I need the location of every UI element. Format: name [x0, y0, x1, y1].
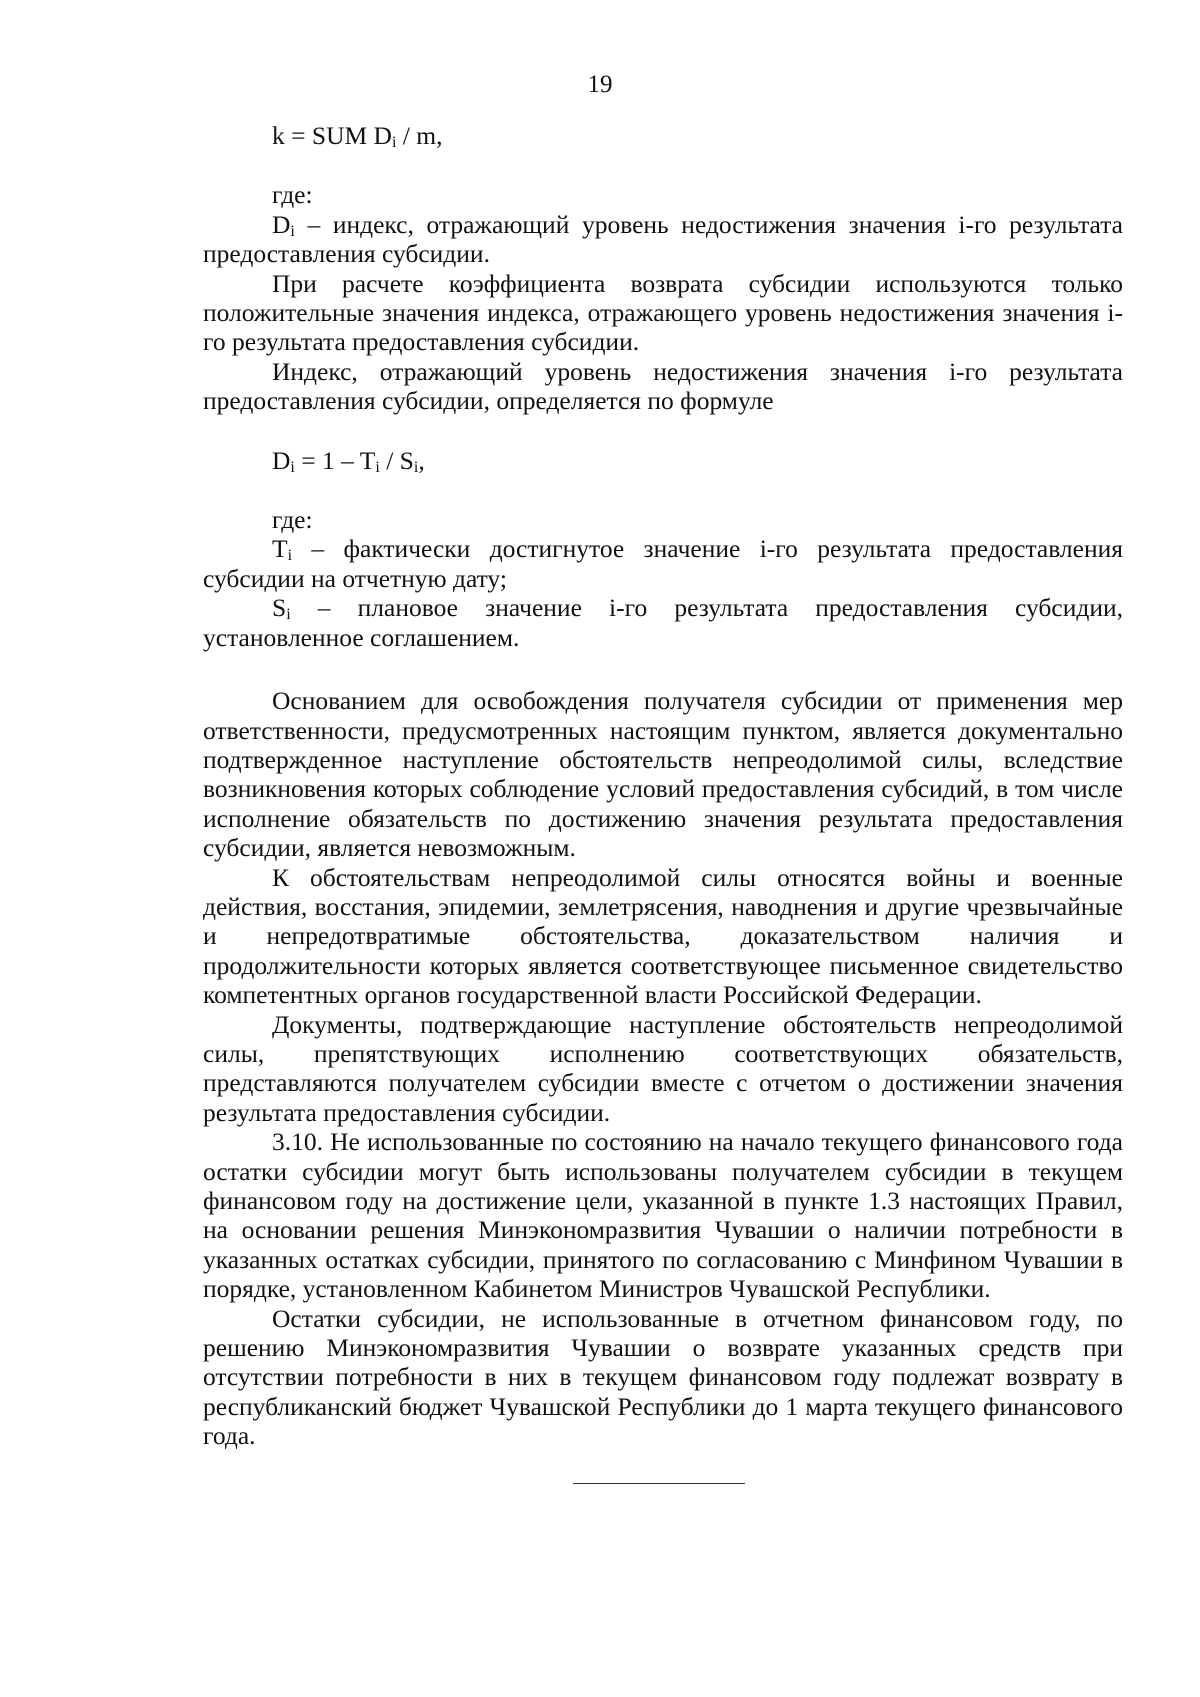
where-label-1: где: [272, 180, 313, 210]
spacer [203, 475, 1123, 505]
spacer [203, 416, 1123, 446]
document-body [203, 121, 1123, 1451]
paragraph-3-10: 3.10. Не использованные по состоянию на начало текущего финансового года остатки субсидии могут быть использованы получателем субсидии в текущем финансовом году на достижение цели, указанной в пункте 1.3 настоящих Правил, на основании решения Минэкономразвития Чувашии о наличии потребности в указанных остатках субсидии, принятого по согласованию с Минфином Чувашии в порядке, установленном Кабинетом Министров Чувашской Республики. [203, 1127, 1123, 1304]
paragraph-force-majeure-list: К обстоятельствам непреодолимой силы относятся войны и военные действия, восстания, эпидемии, землетрясения, наводнения и другие чрезвычайные и непредотвратимые обстоятельства, доказательством наличия и продолжительности которых является соответствующее письменное свидетельство компетентных органов государственной власти Российской Федерации. [203, 862, 1123, 1010]
paragraph-positive-values: При расчете коэффициента возврата субсидии используются только положительные значения индекса, отражающего уровень недостижения значения i-го результата предоставления субсидии. [203, 268, 1123, 357]
formula-k: k = SUM $D_i$ / m, [272, 121, 443, 151]
definition-s: $S_i$ – плановое значение i-го результата предоставления субсидии, установленное соглашением. [203, 593, 1123, 652]
page-number: 19 [587, 71, 613, 98]
paragraph-force-majeure-basis: Основанием для освобождения получателя субсидии от применения мер ответственности, предусмотренных настоящим пунктом, является документально подтвержденное наступление обстоятельств непреодолимой силы, вследствие возникновения которых соблюдение условий предоставления субсидий, в том числе исполнение обязательств по достижению значения результата предоставления субсидии, является невозможным. [203, 686, 1123, 863]
where-label-2: где: [272, 505, 313, 535]
formula-d: $D_i = 1 - T_i / S_i$, [272, 445, 425, 476]
paragraph-index-formula: Индекс, отражающий уровень недостижения значения i-го результата предоставления субсидии, определяется по формуле [203, 356, 1123, 416]
definition-t: $T_i$ – фактически достигнутое значение i-го результата предоставления субсидии на отчетную дату; [203, 534, 1123, 593]
spacer [203, 150, 1123, 180]
spacer [203, 652, 1123, 686]
paragraph-documents: Документы, подтверждающие наступление обстоятельств непреодолимой силы, препятствующих исполнению соответствующих обязательств, представляются получателем субсидии вместе с отчетом о достижении значения результата предоставления субсидии. [203, 1009, 1123, 1127]
paragraph-remains: Остатки субсидии, не использованные в отчетном финансовом году, по решению Минэкономразвития Чувашии о возврате указанных средств при отсутствии потребности в них в текущем финансовом году подлежат возврату в республиканский бюджет Чувашской Республики до 1 марта текущего финансового года. [203, 1303, 1123, 1451]
definition-d: $D_i$ – индекс, отражающий уровень недостижения значения i-го результата предоставления субсидии. [203, 209, 1123, 269]
end-divider-line [573, 1483, 745, 1484]
